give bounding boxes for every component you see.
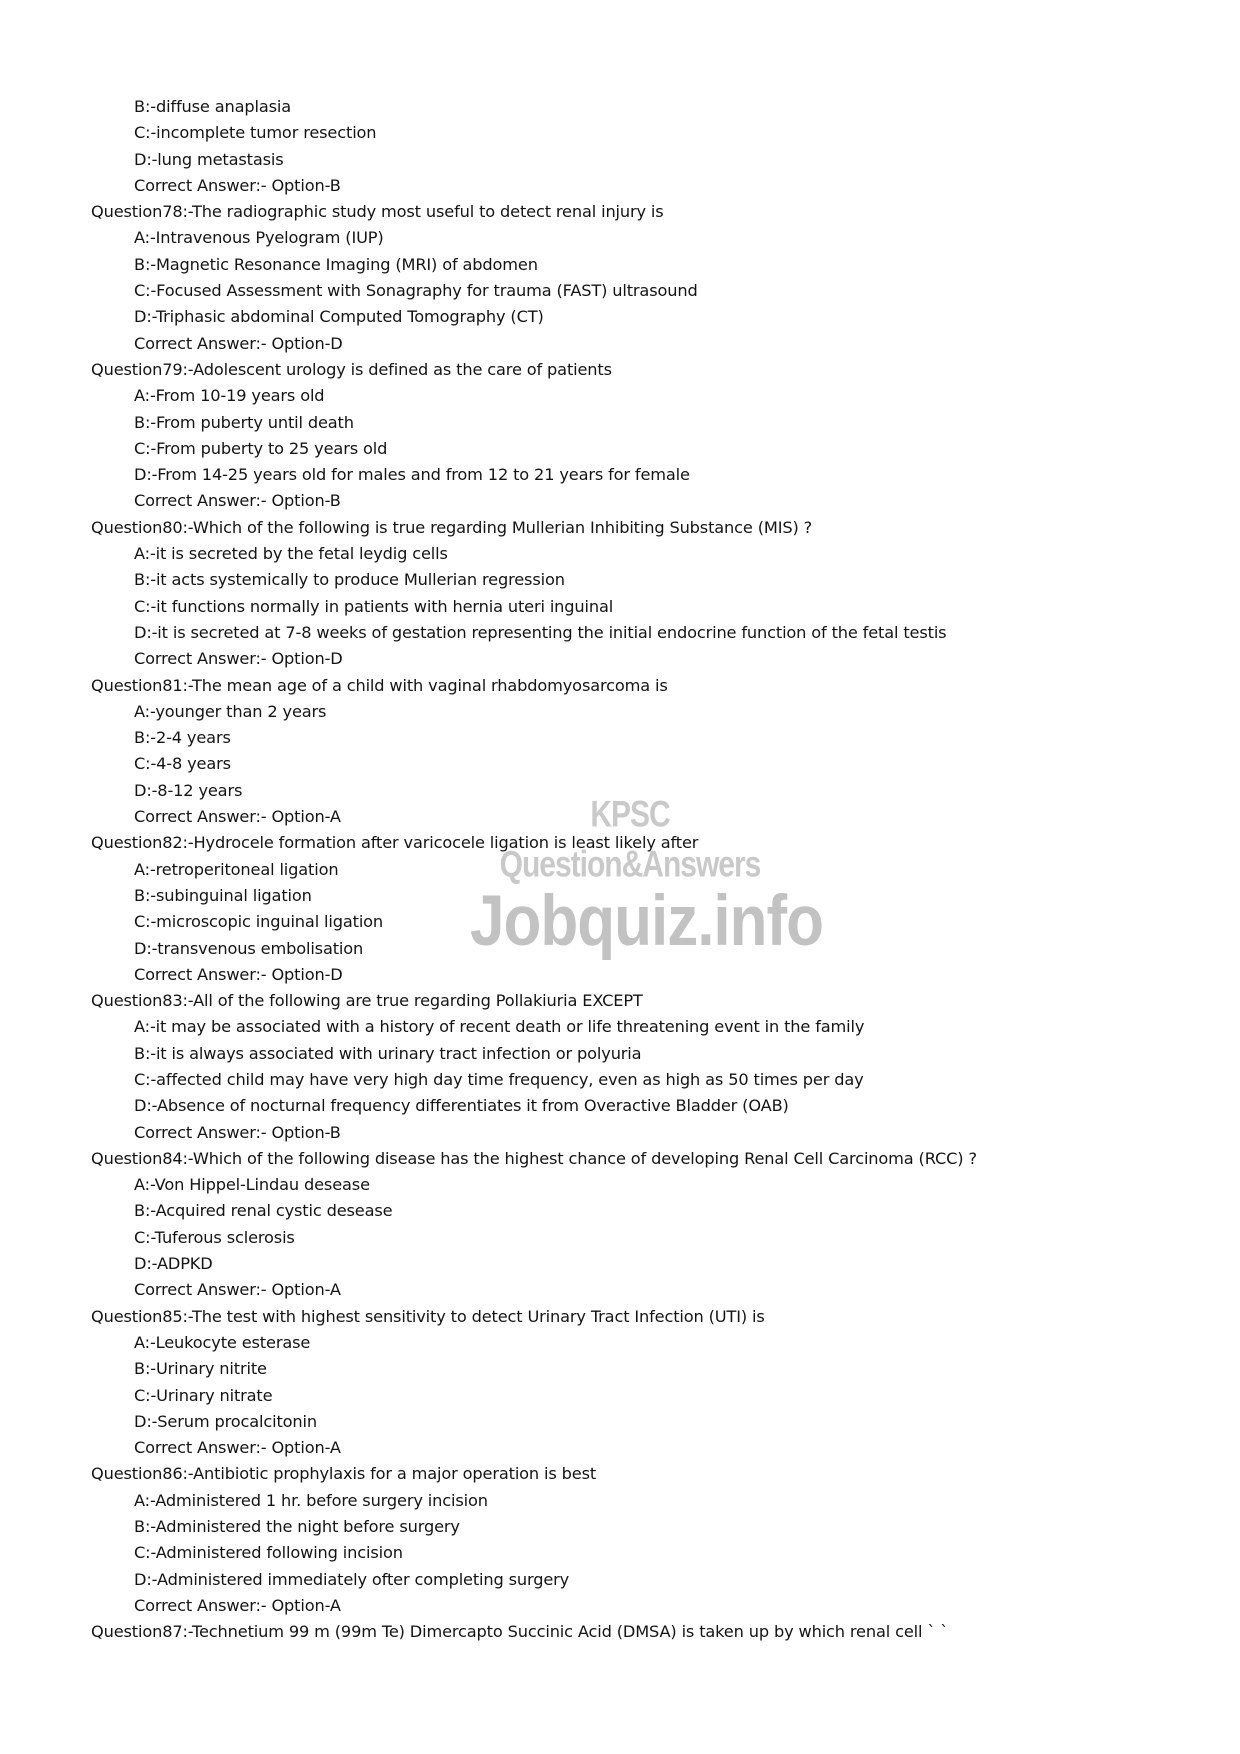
option-a: A:-Leukocyte esterase: [134, 1332, 311, 1352]
option-d: D:-8-12 years: [134, 780, 243, 800]
question-82: Question82:-Hydrocele formation after varicocele ligation is least likely after: [91, 833, 699, 853]
option-d: D:-transvenous embolisation: [134, 938, 364, 958]
correct-answer: Correct Answer:- Option-B: [134, 1122, 341, 1142]
option-a: A:-From 10-19 years old: [134, 386, 325, 406]
correct-answer: Correct Answer:- Option-A: [134, 1595, 341, 1615]
watermark-subtitle: KPSC Question&Answers: [499, 793, 761, 885]
option-a: A:-younger than 2 years: [134, 701, 327, 721]
correct-answer: Correct Answer:- Option-B: [134, 491, 341, 511]
option-d: D:-lung metastasis: [134, 149, 284, 169]
option-b: B:-2-4 years: [134, 728, 231, 748]
option-c: C:-incomplete tumor resection: [134, 123, 377, 143]
option-d: D:-Absence of nocturnal frequency differentiates it from Overactive Bladder (OAB): [134, 1096, 789, 1116]
option-a: A:-it may be associated with a history of recent death or life threatening event in the family: [134, 1017, 865, 1037]
option-b: B:-subinguinal ligation: [134, 885, 312, 905]
option-b: B:-Magnetic Resonance Imaging (MRI) of abdomen: [134, 254, 538, 274]
option-b: B:-it is always associated with urinary tract infection or polyuria: [134, 1043, 642, 1063]
correct-answer: Correct Answer:- Option-D: [134, 649, 343, 669]
watermark-logo-text: Jobquiz.info: [470, 881, 824, 962]
option-d: D:-Administered immediately ofter completing surgery: [134, 1569, 570, 1589]
correct-answer: Correct Answer:- Option-D: [134, 964, 343, 984]
option-c: C:-Administered following incision: [134, 1543, 403, 1563]
option-c: C:-microscopic inguinal ligation: [134, 912, 384, 932]
question-78: Question78:-The radiographic study most useful to detect renal injury is: [91, 202, 664, 222]
option-d: D:-ADPKD: [134, 1254, 213, 1274]
question-84: Question84:-Which of the following disease has the highest chance of developing Renal Cell Carcinoma (RCC) ?: [91, 1148, 977, 1168]
option-a: A:-Administered 1 hr. before surgery incision: [134, 1490, 488, 1510]
option-b: B:-diffuse anaplasia: [134, 97, 292, 116]
question-80: Question80:-Which of the following is true regarding Mullerian Inhibiting Substance (MIS) ?: [91, 517, 813, 537]
option-d: D:-From 14-25 years old for males and from 12 to 21 years for female: [134, 465, 690, 485]
option-b: B:-From puberty until death: [134, 412, 354, 432]
question-79: Question79:-Adolescent urology is defined as the care of patients: [91, 359, 612, 379]
question-85: Question85:-The test with highest sensitivity to detect Urinary Tract Infection (UTI) is: [91, 1306, 765, 1326]
correct-answer: Correct Answer:- Option-A: [134, 1280, 341, 1300]
correct-answer: Correct Answer:- Option-D: [134, 333, 343, 353]
option-b: B:-it acts systemically to produce Mullerian regression: [134, 570, 565, 590]
correct-answer: Correct Answer:- Option-A: [134, 807, 341, 827]
option-a: A:-Intravenous Pyelogram (IUP): [134, 228, 384, 248]
option-a: A:-retroperitoneal ligation: [134, 859, 339, 879]
option-c: C:-From puberty to 25 years old: [134, 438, 388, 458]
question-87: Question87:-Technetium 99 m (99m Te) Dimercapto Succinic Acid (DMSA) is taken up by which renal cell ` `: [91, 1622, 949, 1642]
option-d: D:-it is secreted at 7-8 weeks of gestation representing the initial endocrine function of the fetal testis: [134, 622, 947, 642]
option-b: B:-Acquired renal cystic desease: [134, 1201, 393, 1221]
option-c: C:-4-8 years: [134, 754, 231, 774]
option-a: A:-Von Hippel-Lindau desease: [134, 1175, 370, 1195]
option-b: B:-Administered the night before surgery: [134, 1517, 460, 1537]
question-list: [91, 94, 1211, 1646]
option-d: D:-Triphasic abdominal Computed Tomography (CT): [134, 307, 544, 327]
option-c: C:-Urinary nitrate: [134, 1385, 273, 1405]
option-c: C:-Focused Assessment with Sonagraphy for trauma (FAST) ultrasound: [134, 281, 698, 301]
option-c: C:-it functions normally in patients with hernia uteri inguinal: [134, 596, 614, 616]
option-c: C:-Tuferous sclerosis: [134, 1227, 295, 1247]
question-83: Question83:-All of the following are true regarding Pollakiuria EXCEPT: [91, 991, 643, 1011]
question-81: Question81:-The mean age of a child with vaginal rhabdomyosarcoma is: [91, 675, 668, 695]
option-a: A:-it is secreted by the fetal leydig cells: [134, 544, 448, 564]
option-c: C:-affected child may have very high day time frequency, even as high as 50 times per day: [134, 1069, 864, 1089]
question-86: Question86:-Antibiotic prophylaxis for a major operation is best: [91, 1464, 597, 1484]
correct-answer: Correct Answer:- Option-B: [134, 175, 341, 195]
option-d: D:-Serum procalcitonin: [134, 1411, 317, 1431]
option-b: B:-Urinary nitrite: [134, 1359, 267, 1379]
correct-answer: Correct Answer:- Option-A: [134, 1438, 341, 1458]
